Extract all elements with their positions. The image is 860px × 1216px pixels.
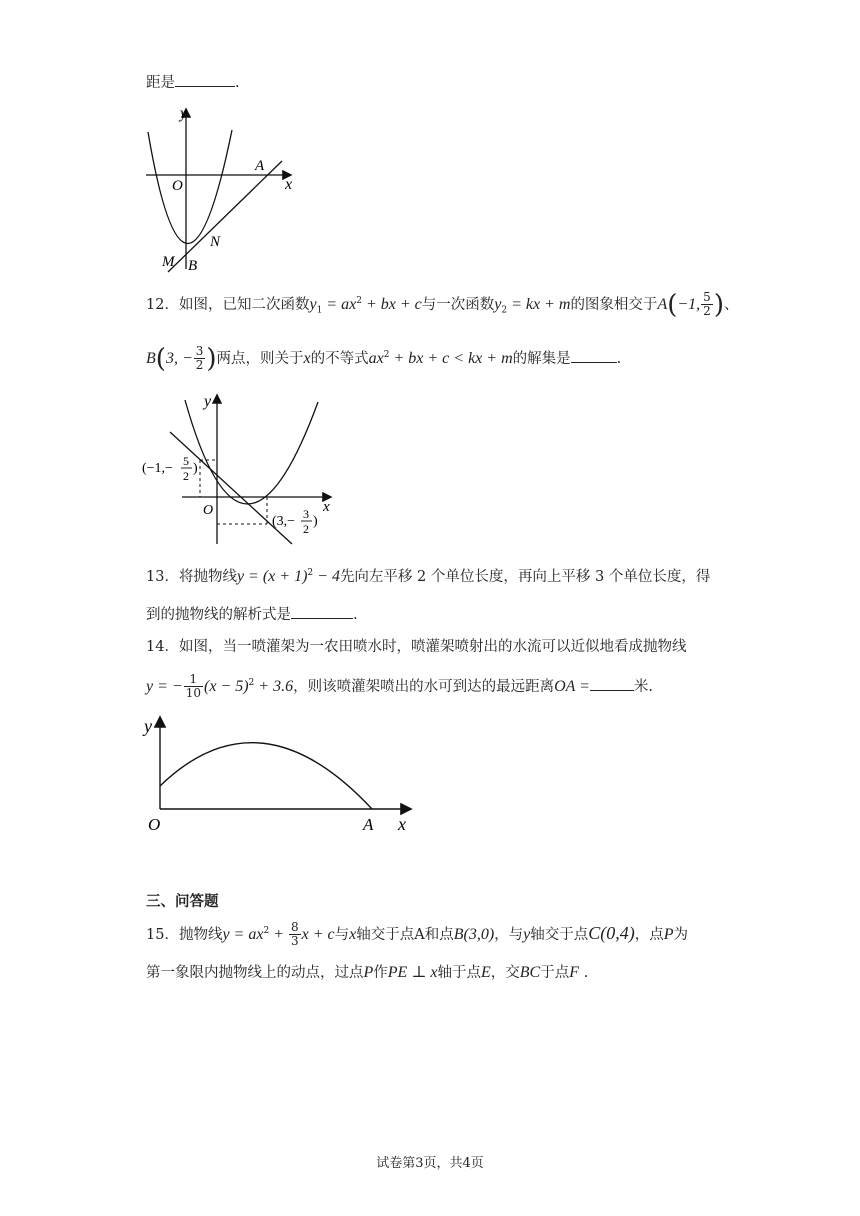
- fraction: $\frac{5}{2}$: [703, 290, 711, 319]
- svg-text:3: 3: [303, 507, 309, 521]
- answer-blank: [590, 676, 634, 691]
- question-14-line-2: y = − $\frac{1}{10}$ $(x - 5)^2 + 3.6$，则该喷灌架喷出的水可到达的最远距离OA = 米.: [146, 672, 654, 701]
- line-mn: [168, 161, 282, 272]
- label-n: N: [210, 234, 221, 250]
- page-footer: 试卷第3页，共4页: [376, 1156, 484, 1171]
- label-x: x: [398, 814, 406, 834]
- figure-11: [140, 104, 300, 276]
- water-parabola: [160, 743, 372, 809]
- label-point-a: (−1,−: [142, 461, 173, 476]
- answer-blank: [175, 72, 235, 87]
- top-line: 距是 .: [146, 72, 240, 94]
- question-15-line-2: 第一象限内抛物线上的动点，过点P作PE ⊥ x轴于点E，交BC于点F .: [146, 964, 589, 981]
- label-a: A: [363, 815, 374, 834]
- label-x: x: [285, 176, 293, 193]
- section-title: 三、问答题: [146, 894, 219, 910]
- svg-text:): ): [193, 461, 198, 476]
- question-13-line-1: 13．将抛物线$y = (x + 1)^2 - 4$先向左平移 2 个单位长度，再向上平移 3 个单位长度，得: [146, 567, 711, 585]
- fraction: $\frac{1}{10}$: [185, 672, 201, 701]
- label-point-b: (3,−: [272, 514, 296, 529]
- answer-blank: [571, 348, 617, 363]
- label-y: y: [180, 105, 188, 122]
- svg-text:2: 2: [183, 469, 189, 483]
- question-15-line-1: 15．抛物线$y = ax^2$ + $\frac{8}{3}$ x + c与x轴交于点A和点B(3,0)，与y轴交于点C(0,4)，点P为: [146, 920, 689, 949]
- parabola: [148, 130, 232, 244]
- answer-blank: [291, 604, 353, 619]
- label-y: y: [144, 716, 152, 736]
- label-m: M: [162, 254, 175, 270]
- figure-14: [140, 712, 430, 840]
- label-o: O: [203, 503, 214, 518]
- label-b: B: [188, 258, 198, 274]
- question-12-line-1: 12．如图，已知二次函数$y_1 = ax^2$ + bx + c与一次函数$y_2$ = kx + m的图象相交于A(−1, $\frac{5}{2}$ )、: [146, 289, 739, 320]
- fraction: $\frac{3}{2}$: [195, 344, 204, 373]
- label-y: y: [204, 393, 212, 410]
- parabola: [185, 400, 318, 504]
- label-a: A: [255, 158, 265, 174]
- label-o: O: [148, 815, 161, 834]
- label-o: O: [172, 178, 183, 194]
- svg-text:): ): [313, 514, 318, 529]
- svg-text:2: 2: [303, 522, 309, 536]
- figure-12: [140, 392, 350, 552]
- fraction: $\frac{8}{3}$: [290, 920, 299, 949]
- question-12-line-2: B(3, − $\frac{3}{2}$ )两点，则关于x的不等式$ax^2$ + bx + c < kx + m的解集是 .: [146, 343, 622, 374]
- question-14-line-1: 14．如图，当一喷灌架为一农田喷水时，喷灌架喷射出的水流可以近似地看成抛物线: [146, 639, 687, 655]
- question-13-line-2: 到的抛物线的解析式是 .: [146, 604, 358, 626]
- label-x: x: [323, 499, 330, 515]
- svg-text:5: 5: [183, 454, 189, 468]
